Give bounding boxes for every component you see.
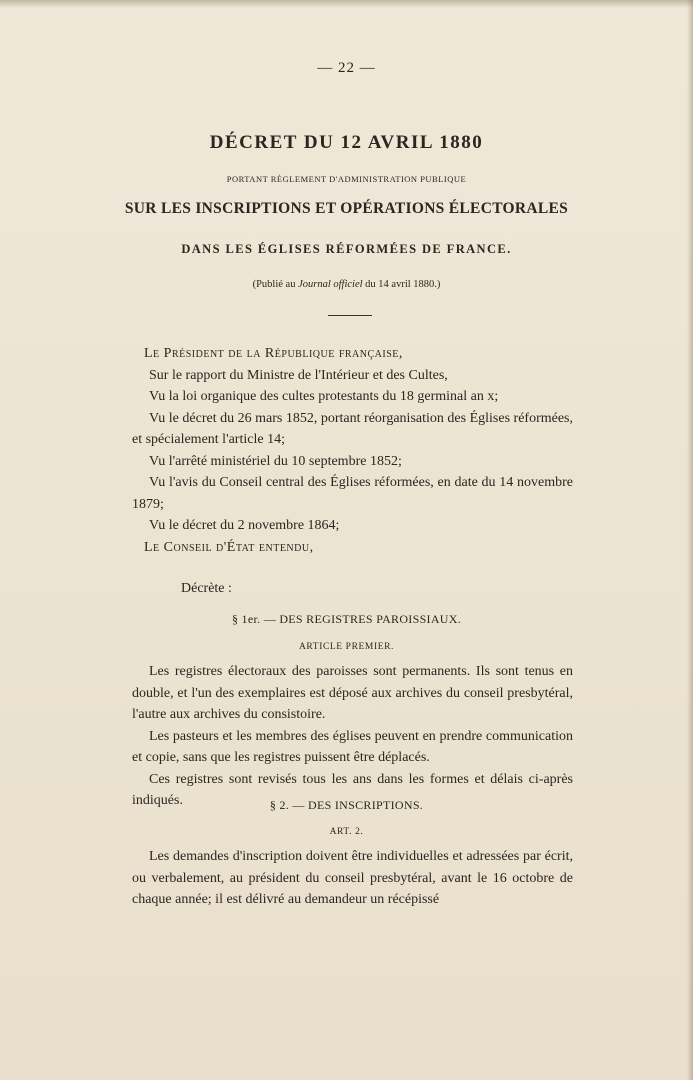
publication-suffix: du 14 avril 1880.) bbox=[365, 279, 441, 290]
page-number: — 22 — bbox=[317, 60, 376, 76]
decree-heading: SUR LES INSCRIPTIONS ET OPÉRATIONS ÉLECTORALES bbox=[124, 200, 569, 217]
paragraph: Les demandes d'inscription doivent être individuelles et adressées par écrit, ou verbalement, au président du conseil presbytéral, avant le 16 octobre de chaque année; il est délivré au demandeur un récépissé bbox=[132, 849, 573, 907]
section2-body bbox=[132, 846, 573, 911]
conseil-line: Le Conseil d'État entendu, bbox=[144, 539, 314, 555]
decrete-line: Décrète : bbox=[181, 581, 232, 596]
section1-heading: § 1er. — DES REGISTRES PAROISSIAUX. bbox=[231, 612, 462, 626]
president-line: Le Président de la République française, bbox=[144, 346, 403, 361]
decree-title: DÉCRET DU 12 AVRIL 1880 bbox=[209, 132, 484, 153]
preamble-line: Vu l'avis du Conseil central des Églises réformées, en date du 14 novembre 1879; bbox=[132, 475, 573, 512]
preamble-line: Vu le décret du 26 mars 1852, portant réorganisation des Églises réformées, et spécialement l'article 14; bbox=[132, 410, 573, 447]
page-right-edge bbox=[687, 0, 693, 1080]
section2-article: ART. 2. bbox=[329, 827, 364, 837]
preamble-line: Vu la loi organique des cultes protestants du 18 germinal an x; bbox=[149, 389, 499, 404]
preamble-line: Vu l'arrêté ministériel du 10 septembre 1852; bbox=[149, 453, 402, 469]
publication-journal: Journal officiel bbox=[298, 279, 363, 290]
title-divider bbox=[328, 315, 372, 316]
preamble-line: Vu le décret du 2 novembre 1864; bbox=[149, 518, 340, 533]
section1-body bbox=[132, 661, 573, 812]
section1-article: ARTICLE PREMIER. bbox=[298, 642, 395, 652]
publication-note bbox=[0, 279, 693, 290]
paragraph: Les pasteurs et les membres des églises peuvent en prendre communication et copie, sans que les registres puissent être déplacés. bbox=[132, 728, 573, 765]
preamble bbox=[132, 343, 573, 558]
decree-subheading: DANS LES ÉGLISES RÉFORMÉES DE FRANCE. bbox=[181, 242, 512, 256]
decree-subtitle: PORTANT RÈGLEMENT D'ADMINISTRATION PUBLIQUE bbox=[226, 174, 467, 184]
publication-prefix: (Publié au bbox=[252, 279, 296, 290]
paragraph: Les registres électoraux des paroisses sont permanents. Ils sont tenus en double, et l'un des exemplaires est déposé aux archives du conseil presbytéral, l'autre aux archives du consistoire. bbox=[132, 664, 573, 722]
section2-heading: § 2. — DES INSCRIPTIONS. bbox=[269, 798, 424, 812]
paragraph: Ces registres sont revisés tous les ans dans les formes et délais ci-après indiqués. bbox=[132, 771, 573, 808]
preamble-line: Sur le rapport du Ministre de l'Intérieur et des Cultes, bbox=[149, 367, 448, 383]
page-top-edge bbox=[0, 0, 693, 8]
